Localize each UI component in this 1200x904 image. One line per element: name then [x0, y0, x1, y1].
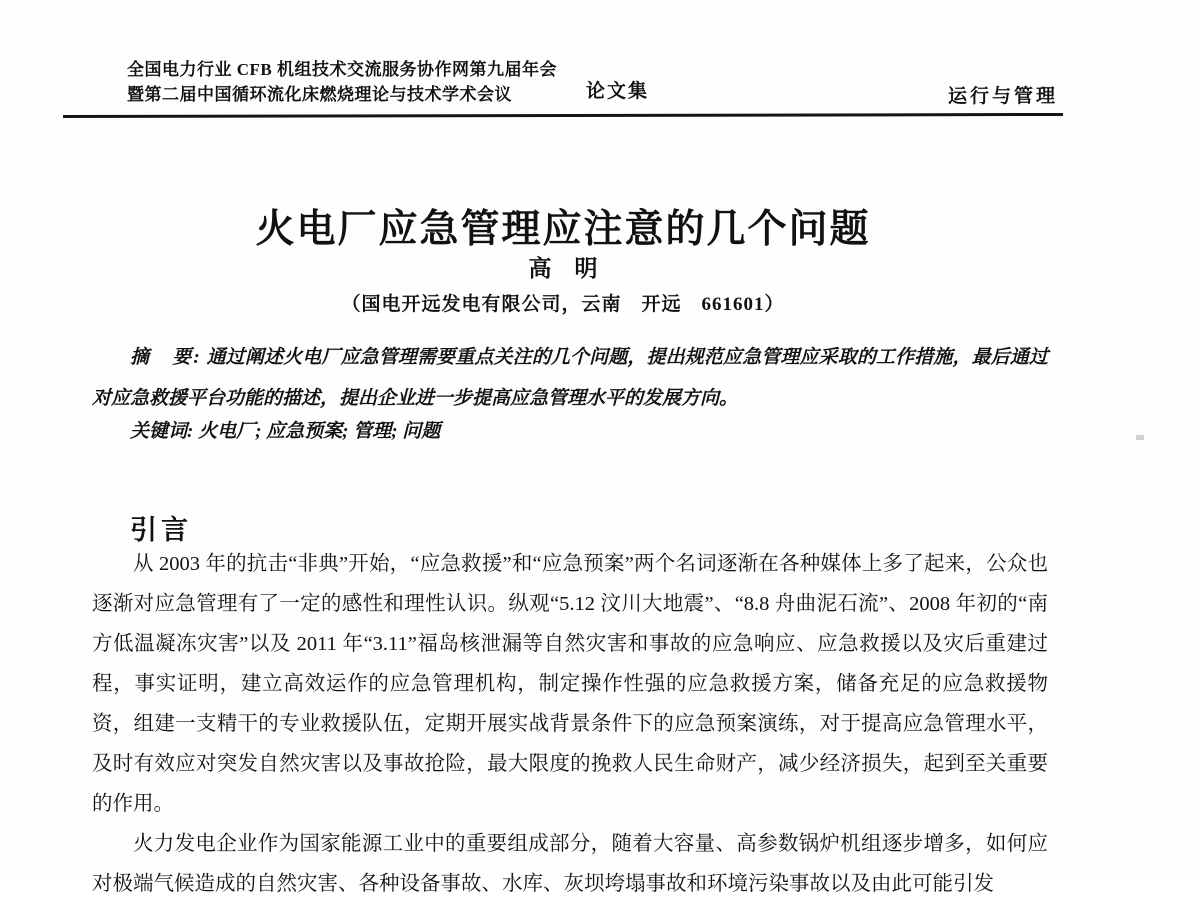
author-name: 高 明 — [528, 256, 598, 281]
keywords-block — [92, 416, 1048, 448]
header-conference-line1: 全国电力行业 CFB 机组技术交流服务协作网第九届年会 — [127, 60, 557, 79]
section-heading-introduction: 引言 — [130, 515, 192, 546]
body-text — [92, 544, 1048, 904]
paragraph-2: 火力发电企业作为国家能源工业中的重要组成部分，随着大容量、高参数锅炉机组逐步增多，如何应对极端气候造成的自然灾害、各种设备事故、水库、灰坝垮塌事故和环境污染事故以及由此可能引发 — [92, 833, 1048, 895]
scan-artifact-speck — [1136, 435, 1144, 440]
header-section-label: 运行与管理 — [948, 86, 1059, 107]
abstract-label: 摘 要: — [130, 347, 202, 368]
paper-title: 火电厂应急管理应注意的几个问题 — [255, 208, 871, 252]
abstract-block — [92, 337, 1048, 419]
header-conference-line2: 暨第二届中国循环流化床燃烧理论与技术学术会议 — [127, 85, 512, 104]
author-affiliation: （国电开远发电有限公司，云南 开远 661601） — [341, 294, 785, 315]
header-proceedings-label: 论文集 — [586, 81, 650, 102]
header-conference-name — [127, 57, 557, 107]
keywords-label: 关键词: — [130, 421, 194, 442]
keywords-text: 火电厂; 应急预案; 管理; 问题 — [193, 421, 441, 442]
abstract-text: 通过阐述火电厂应急管理需要重点关注的几个问题，提出规范应急管理应采取的工作措施，最后通过对应急救援平台功能的描述，提出企业进一步提高应急管理水平的发展方向。 — [92, 347, 1049, 409]
paragraph-1: 从 2003 年的抗击“非典”开始，“应急救援”和“应急预案”两个名词逐渐在各种媒体上多了起来，公众也逐渐对应急管理有了一定的感性和理性认识。纵观“5.12 汶川大地震”、“8.8 舟曲泥石流”、2008 年初的“南方低温凝冻灾害”以及 2011 年“3.11”福岛核泄漏等自然灾害和事故的应急响应、应急救援以及灾后重建过程，事实证明，建立高效运作的应急管理机构，制定操作性强的应急救援方案，储备充足的应急救援物资，组建一支精干的专业救援队伍，定期开展实战背景条件下的应急预案演练，对于提高应急管理水平，及时有效应对突发自然灾害以及事故抢险，最大限度的挽救人民生命财产，减少经济损失，起到至关重要的作用。 — [92, 553, 1048, 815]
header-divider-rule — [63, 113, 1063, 118]
